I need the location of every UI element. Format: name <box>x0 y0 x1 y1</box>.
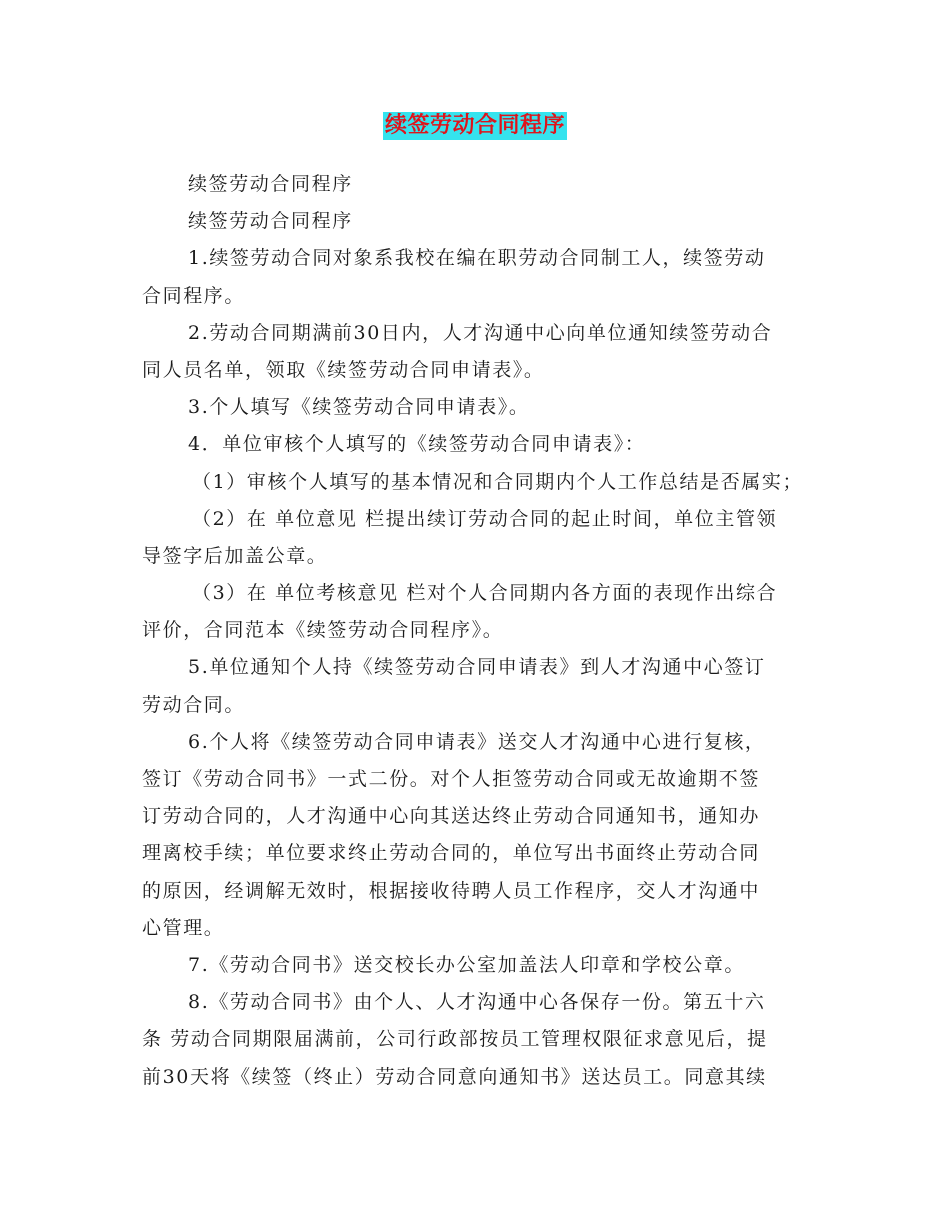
text-line: 评价，合同范本《续签劳动合同程序》。 <box>142 619 504 642</box>
text-line: 劳动合同。 <box>142 693 246 716</box>
text-line: 4．单位审核个人填写的《续签劳动合同申请表》： <box>188 433 646 456</box>
text-line: 的原因，经调解无效时，根据接收待聘人员工作程序，交人才沟通中 <box>142 879 761 902</box>
text-line: 3.个人填写《续签劳动合同申请表》。 <box>188 396 530 419</box>
text-line: （1）审核个人填写的基本情况和合同期内个人工作总结是否属实； <box>192 470 804 493</box>
text-line: 续签劳动合同程序 <box>188 210 353 233</box>
text-line: （2）在 单位意见 栏提出续订劳动合同的起止时间，单位主管领 <box>192 507 778 530</box>
page-title: 续签劳动合同程序 <box>384 113 565 138</box>
text-line: 前30天将《续签（终止）劳动合同意向通知书》送达员工。同意其续 <box>142 1065 767 1088</box>
text-line: 7.《劳动合同书》送交校长办公室加盖法人印章和学校公章。 <box>188 953 745 976</box>
text-line: 导签字后加盖公章。 <box>142 544 328 567</box>
text-line: 8.《劳动合同书》由个人、人才沟通中心各保存一份。第五十六 <box>188 991 766 1014</box>
text-line: 条 劳动合同期限届满前，公司行政部按员工管理权限征求意见后，提 <box>142 1028 768 1051</box>
text-line: 5.单位通知个人持《续签劳动合同申请表》到人才沟通中心签订 <box>188 656 766 679</box>
title-container <box>0 112 950 140</box>
text-line: 理离校手续；单位要求终止劳动合同的，单位写出书面终止劳动合同 <box>142 842 761 865</box>
text-line: 1.续签劳动合同对象系我校在编在职劳动合同制工人，续签劳动 <box>188 247 766 270</box>
text-line: 6.个人将《续签劳动合同申请表》送交人才沟通中心进行复核， <box>188 730 766 753</box>
document-body <box>142 166 814 1096</box>
text-line: （3）在 单位考核意见 栏对个人合同期内各方面的表现作出综合 <box>192 582 778 605</box>
text-line: 续签劳动合同程序 <box>188 173 353 195</box>
text-line: 同人员名单，领取《续签劳动合同申请表》。 <box>142 358 545 381</box>
text-line: 心管理。 <box>142 916 225 939</box>
text-line: 2.劳动合同期满前30日内，人才沟通中心向单位通知续签劳动合 <box>188 321 773 344</box>
text-line: 订劳动合同的，人才沟通中心向其送达终止劳动合同通知书，通知办 <box>142 805 761 828</box>
text-line: 合同程序。 <box>142 284 246 307</box>
text-line: 签订《劳动合同书》一式二份。对个人拒签劳动合同或无故逾期不签 <box>142 768 761 790</box>
